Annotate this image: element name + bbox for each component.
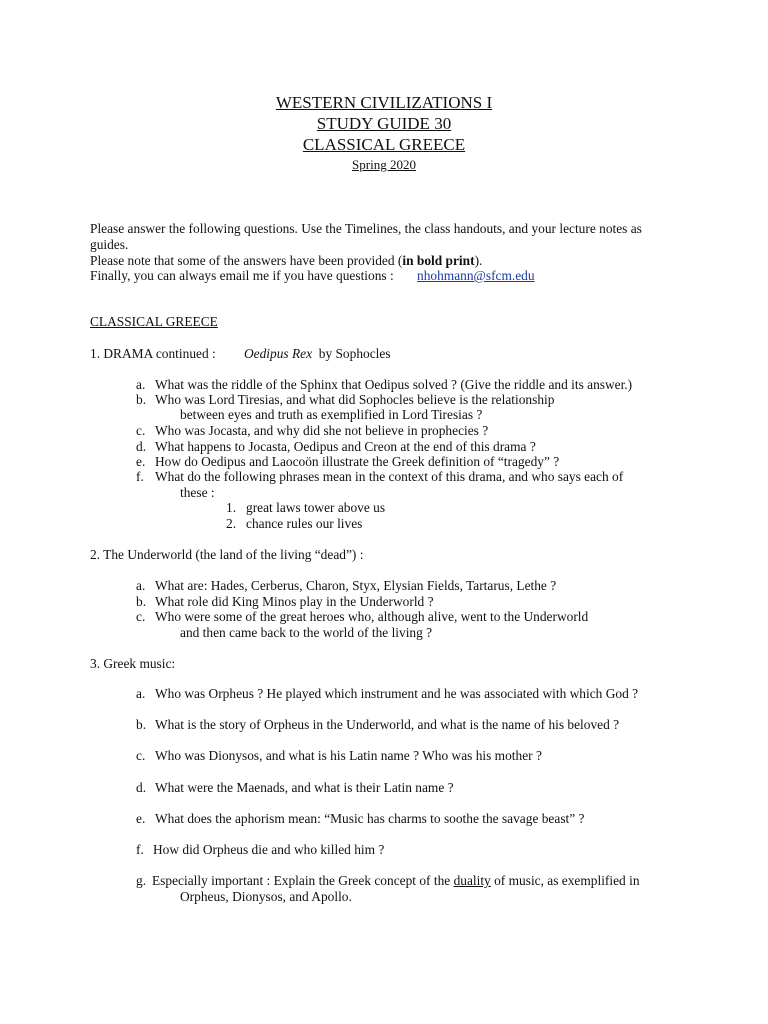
term-label: Spring 2020 <box>352 157 416 172</box>
document-title <box>0 93 768 113</box>
q3-g-text <box>152 873 640 889</box>
q1-a-marker: a. <box>136 377 146 392</box>
email-link[interactable]: nhohmann@sfcm.edu <box>417 268 535 283</box>
q3-heading: 3. Greek music: <box>90 656 176 671</box>
q1-work <box>244 346 391 362</box>
q2-a-text: What are: Hades, Cerberus, Charon, Styx, Elysian Fields, Tartarus, Lethe ? <box>155 578 557 593</box>
q3-a-marker: a. <box>136 686 146 701</box>
q3-f-marker: f. <box>136 842 144 857</box>
q3-d-marker: d. <box>136 780 147 795</box>
q3-a-text: Who was Orpheus ? He played which instrument and he was associated with which God ? <box>155 686 639 701</box>
q1-a-text: What was the riddle of the Sphinx that Oedipus solved ? (Give the riddle and its answer.) <box>155 377 633 392</box>
q1-work-author: by Sophocles <box>318 346 391 361</box>
q3-e-text: What does the aphorism mean: “Music has charms to soothe the savage beast” ? <box>155 811 585 826</box>
q2-c-cont: and then came back to the world of the living ? <box>180 625 433 640</box>
topic-heading <box>0 135 768 155</box>
q1-b-cont: between eyes and truth as exemplified in Lord Tiresias ? <box>180 407 483 422</box>
q2-a-marker: a. <box>136 578 146 593</box>
intro-line-2-pre: Please note that some of the answers have been provided ( <box>90 253 403 268</box>
intro-line-2 <box>90 253 482 269</box>
q3-b-marker: b. <box>136 717 147 732</box>
q1-b-text: Who was Lord Tiresias, and what did Sophocles believe is the relationship <box>155 392 555 407</box>
q1-d-marker: d. <box>136 439 147 454</box>
q1-heading: 1. DRAMA continued : <box>90 346 216 361</box>
q3-f-text: How did Orpheus die and who killed him ? <box>153 842 385 857</box>
q1-e-marker: e. <box>136 454 146 469</box>
q1-c-text: Who was Jocasta, and why did she not believe in prophecies ? <box>155 423 489 438</box>
q1-b-marker: b. <box>136 392 147 407</box>
study-guide-number <box>0 114 768 134</box>
q3-c-marker: c. <box>136 748 146 763</box>
q1-f-cont: these : <box>180 485 215 500</box>
q1-c-marker: c. <box>136 423 146 438</box>
q2-b-marker: b. <box>136 594 147 609</box>
q2-c-text: Who were some of the great heroes who, although alive, went to the Underworld <box>155 609 589 624</box>
intro-line-3: Finally, you can always email me if you have questions : <box>90 268 394 283</box>
phrase-2-marker: 2. <box>226 516 237 531</box>
q3-d-text: What were the Maenads, and what is their Latin name ? <box>155 780 454 795</box>
topic-title: CLASSICAL GREECE <box>302 135 466 154</box>
intro-line-1: Please answer the following questions. Use the Timelines, the class handouts, and your lecture notes as <box>90 221 642 236</box>
course-title: WESTERN CIVILIZATIONS I <box>275 93 493 112</box>
intro-line-2-post: ). <box>474 253 483 268</box>
term-line <box>0 155 768 175</box>
q3-c-text: Who was Dionysos, and what is his Latin name ? Who was his mother ? <box>155 748 542 763</box>
phrase-1-text: great laws tower above us <box>246 500 386 515</box>
duality-term: duality <box>453 873 491 888</box>
q2-c-marker: c. <box>136 609 146 624</box>
q1-work-title: Oedipus Rex <box>244 346 313 361</box>
q3-e-marker: e. <box>136 811 146 826</box>
q3-b-text: What is the story of Orpheus in the Underworld, and what is the name of his beloved ? <box>155 717 620 732</box>
section-title: CLASSICAL GREECE <box>90 314 218 329</box>
q3-g-marker: g. <box>136 873 147 888</box>
q1-e-text: How do Oedipus and Laocoön illustrate the Greek definition of “tragedy” ? <box>155 454 560 469</box>
phrase-2-text: chance rules our lives <box>246 516 363 531</box>
q3-g-text-post: of music, as exemplified in <box>490 873 640 888</box>
intro-line-1-cont: guides. <box>90 237 129 252</box>
q3-g-text-pre: Especially important : Explain the Greek concept of the <box>152 873 454 888</box>
bold-print-note: in bold print <box>402 253 475 268</box>
phrase-1-marker: 1. <box>226 500 237 515</box>
q2-heading: 2. The Underworld (the land of the living “dead”) : <box>90 547 364 562</box>
q3-g-cont: Orpheus, Dionysos, and Apollo. <box>180 889 352 904</box>
q2-b-text: What role did King Minos play in the Underworld ? <box>155 594 434 609</box>
q1-f-text: What do the following phrases mean in the context of this drama, and who says each of <box>155 469 624 484</box>
q1-f-marker: f. <box>136 469 144 484</box>
study-guide-title: STUDY GUIDE 30 <box>316 114 452 133</box>
q1-d-text: What happens to Jocasta, Oedipus and Creon at the end of this drama ? <box>155 439 536 454</box>
